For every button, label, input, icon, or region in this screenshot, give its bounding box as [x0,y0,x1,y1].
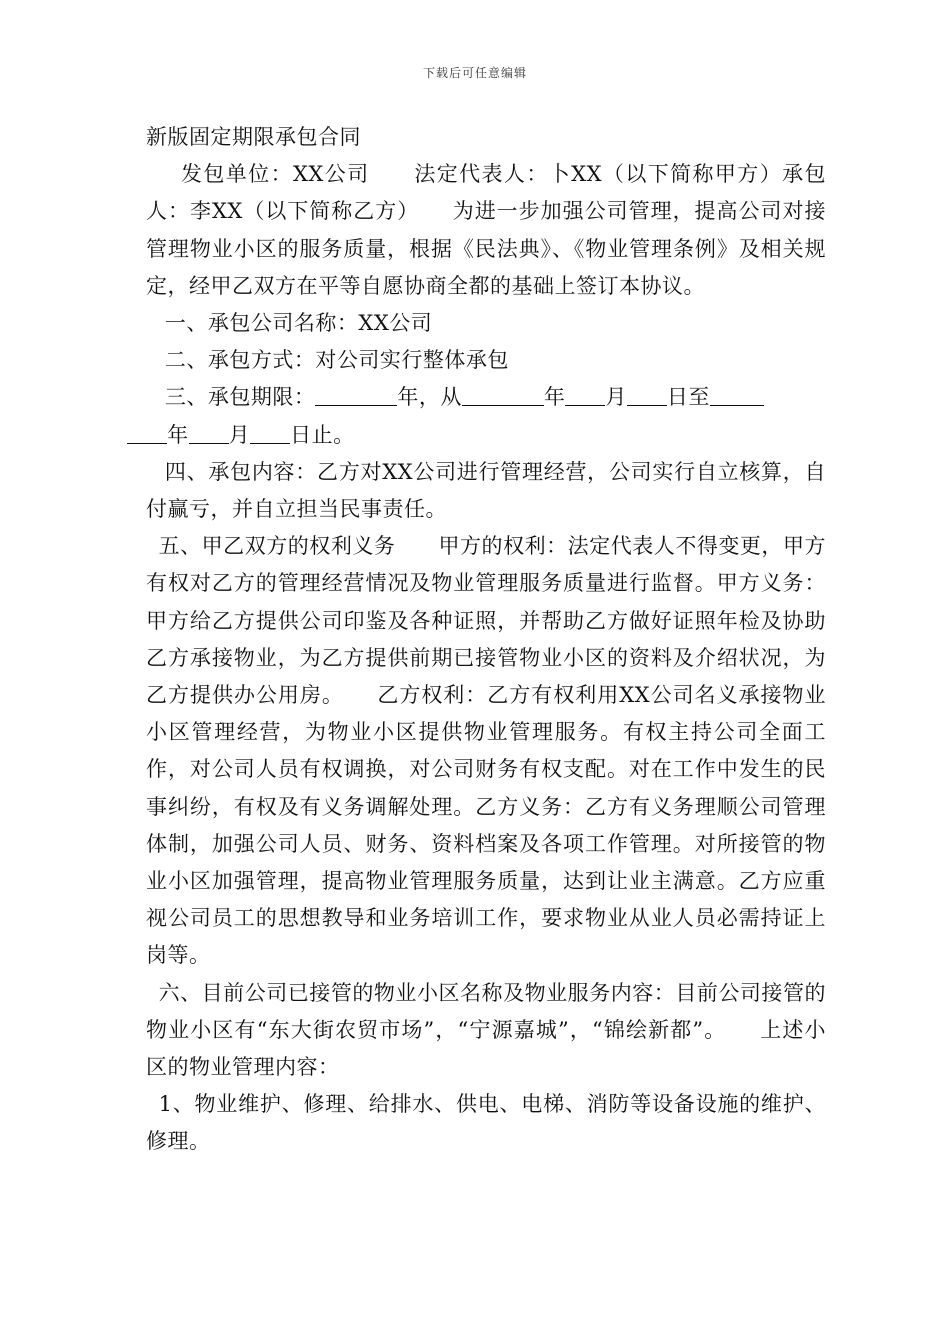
blank-field [315,384,397,406]
section-3-day1: 日至 [666,385,710,410]
blank-field [127,422,167,444]
blank-field [710,384,764,406]
blank-field [462,384,544,406]
section-3-year1: 年，从 [397,385,462,410]
blank-field [189,422,229,444]
section-3-month2: 月 [228,422,251,447]
section-3-end: 日止。 [290,422,355,447]
blank-field [565,384,605,406]
section-5: 五、甲乙双方的权利义务 甲方的权利：法定代表人不得变更，甲方有权对乙方的管理经营情况及物业管理服务质量进行监督。甲方义务：甲方给乙方提供公司印鉴及各种证照，并帮助乙方做好证照年检及协助乙方承接物业，为乙方提供前期已接管物业小区的资料及介绍状况，为乙方提供办公用房。 乙方权利：乙方有权利用XX公司名义承接物业小区管理经营，为物业小区提供物业管理服务。有权主持公司全面工作，对公司人员有权调换，对公司财务有权支配。对在工作中发生的民事纠纷，有权及有义务调解处理。乙方义务：乙方有义务理顺公司管理体制，加强公司人员、财务、资料档案及各项工作管理。对所接管的物业小区加强管理，提高物业管理服务质量，达到让业主满意。乙方应重视公司员工的思想教导和业务培训工作，要求物业从业人员必需持证上岗等。 [146,534,826,968]
section-4: 四、承包内容：乙方对XX公司进行管理经营，公司实行自立核算，自付赢亏，并自立担当民事责任。 [146,459,826,522]
header-note: 下载后可任意编辑 [422,66,527,80]
section-1: 一、承包公司名称：XX公司 [164,311,433,336]
section-3-month1: 月 [605,385,627,410]
contract-body [146,119,826,1161]
section-3 [146,379,826,453]
section-2: 二、承包方式：对公司实行整体承包 [164,348,509,373]
section-3-year2: 年 [543,385,566,410]
blank-field [250,422,290,444]
section-3-prefix: 三、承包期限： [164,385,316,410]
contract-intro: 发包单位：XX公司 法定代表人：卜XX（以下简称甲方）承包人：李XX（以下简称乙方） 为进一步加强公司管理，提高公司对接管理物业小区的服务质量，根据《民法典》、《物业管理条例》及相关规定，经甲乙双方在平等自愿协商全都的基础上签订本协议。 [146,162,826,298]
section-3-year3: 年 [167,422,189,447]
contract-title: 新版固定期限承包合同 [146,125,361,149]
blank-field [627,384,667,406]
section-6: 六、目前公司已接管的物业小区名称及物业服务内容：目前公司接管的物业小区有“东大街农贸市场”，“宁源嘉城”，“锦绘新都”。 上述小区的物业管理内容： [146,980,826,1080]
list-item-1: 1、物业维护、修理、给排水、供电、电梯、消防等设备设施的维护、修理。 [146,1092,826,1154]
